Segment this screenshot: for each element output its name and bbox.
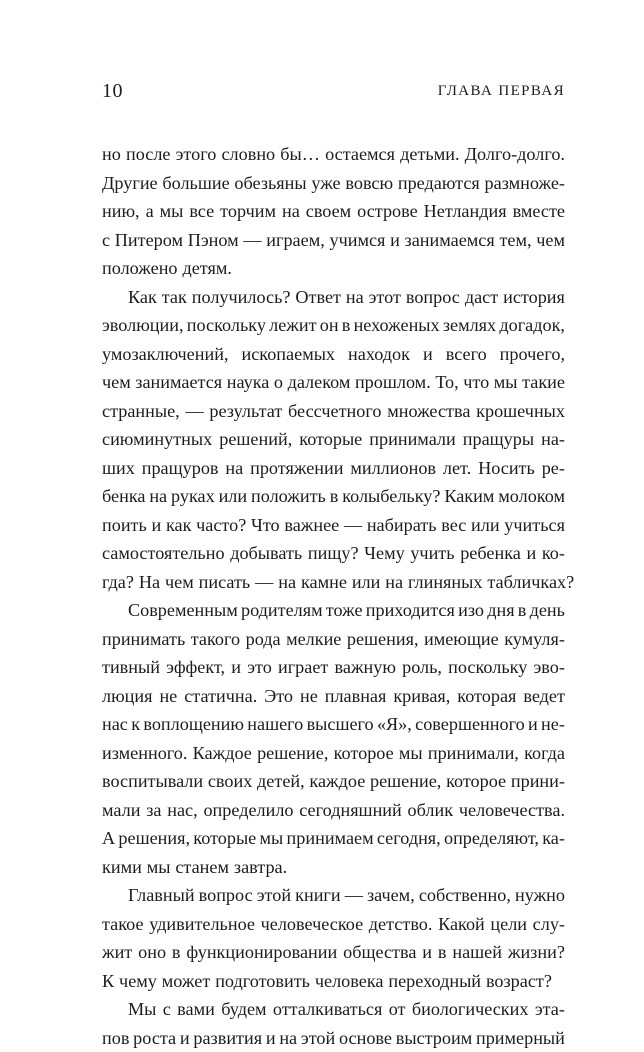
text-line: мали за нас, определило сегодняшний облик человечества. — [102, 796, 565, 825]
text-line: умозаключений, ископаемых находок и всего прочего, — [102, 340, 565, 369]
text-line: воспитывали своих детей, каждое решение, которое прини- — [102, 767, 565, 796]
text-line: ших пращуров на протяжении миллионов лет. Носить ре- — [102, 454, 565, 483]
text-line: чем занимается наука о далеком прошлом. То, что мы такие — [102, 368, 565, 397]
text-line: эволюции, поскольку лежит он в нехоженых землях догадок, — [102, 311, 565, 340]
text-line: но после этого словно бы… остаемся детьми. Долго-долго. — [102, 140, 565, 169]
page-header — [102, 80, 565, 110]
text-line: К чему может подготовить человека переходный возраст? — [102, 967, 565, 996]
text-line: с Питером Пэном — играем, учимся и занимаемся тем, чем — [102, 226, 565, 255]
paragraph — [102, 283, 565, 597]
text-line: нию, а мы все торчим на своем острове Нетландия вместе — [102, 197, 565, 226]
text-line: Мы с вами будем отталкиваться от биологических эта- — [102, 995, 565, 1024]
text-line: принимать такого рода мелкие решения, имеющие кумуля- — [102, 625, 565, 654]
text-line: тивный эффект, и это играет важную роль, поскольку эво- — [102, 653, 565, 682]
text-line: самостоятельно добывать пищу? Чему учить ребенка и ко- — [102, 539, 565, 568]
text-line: Современным родителям тоже приходится изо дня в день — [102, 596, 565, 625]
body-text — [102, 140, 565, 1052]
text-line: жит оно в функционировании общества и в нашей жизни? — [102, 938, 565, 967]
text-line: люция не статична. Это не плавная кривая, которая ведет — [102, 682, 565, 711]
paragraph — [102, 140, 565, 283]
text-line: такое удивительное человеческое детство. Какой цели слу- — [102, 910, 565, 939]
text-line: странные, — результат бессчетного множества крошечных — [102, 397, 565, 426]
text-line: бенка на руках или положить в колыбельку? Каким молоком — [102, 482, 565, 511]
text-line: А решения, которые мы принимаем сегодня, определяют, ка- — [102, 824, 565, 853]
text-line: гда? На чем писать — на камне или на глиняных табличках? — [102, 568, 565, 597]
page-number: 10 — [102, 80, 123, 103]
paragraph — [102, 596, 565, 881]
paragraph — [102, 995, 565, 1052]
text-line: сиюминутных решений, которые принимали пращуры на- — [102, 425, 565, 454]
text-line: Главный вопрос этой книги — зачем, собственно, нужно — [102, 881, 565, 910]
text-line: Как так получилось? Ответ на этот вопрос даст история — [102, 283, 565, 312]
text-line: кими мы станем завтра. — [102, 853, 565, 882]
chapter-running-head: ГЛАВА ПЕРВАЯ — [438, 83, 565, 100]
text-line: пов роста и развития и на этой основе выстроим примерный — [102, 1024, 565, 1052]
text-line: положено детям. — [102, 254, 565, 283]
text-line: нас к воплощению нашего высшего «Я», совершенного и не- — [102, 710, 565, 739]
text-line: изменного. Каждое решение, которое мы принимали, когда — [102, 739, 565, 768]
text-line: Другие большие обезьяны уже вовсю предаются размноже- — [102, 169, 565, 198]
paragraph — [102, 881, 565, 995]
text-line: поить и как часто? Что важнее — набирать вес или учиться — [102, 511, 565, 540]
